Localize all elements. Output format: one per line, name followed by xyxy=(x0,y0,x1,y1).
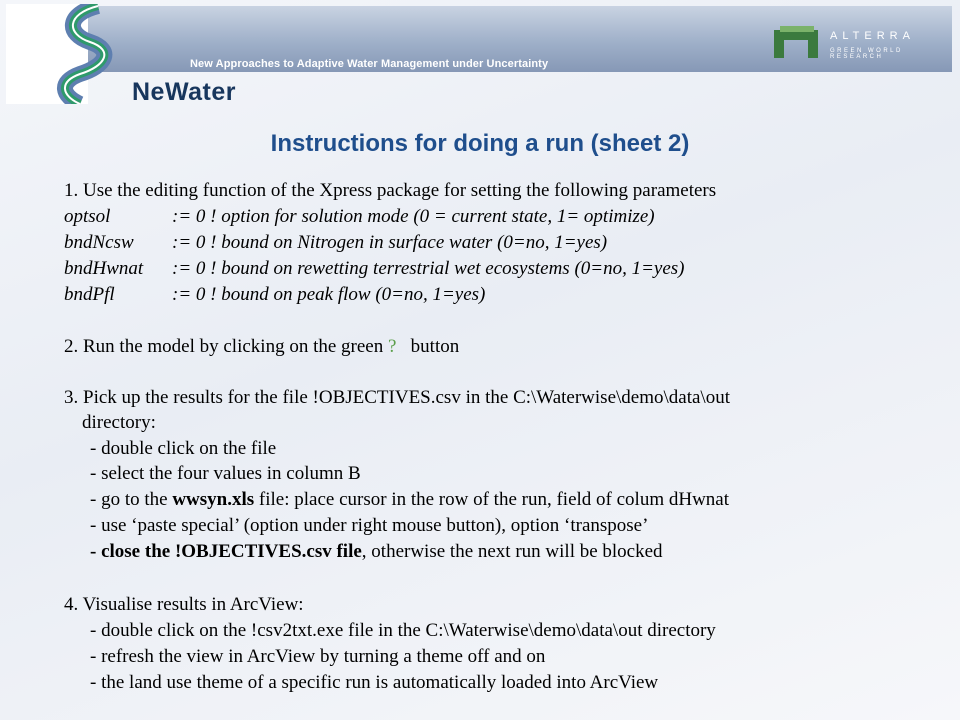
step2-after: button xyxy=(396,336,460,357)
alterra-arch-shape xyxy=(774,30,818,58)
param-name: bndPfl xyxy=(64,284,115,305)
step3-b5-post: , otherwise the next run will be blocked xyxy=(361,541,663,562)
step3-b5-bold: - close the !OBJECTIVES.csv file xyxy=(90,541,362,562)
wordmark-ne: Ne xyxy=(132,78,165,106)
step3-bullet-1: - double click on the file xyxy=(90,438,277,459)
newater-wordmark xyxy=(132,78,236,107)
step4-line1: 4. Visualise results in ArcView: xyxy=(64,594,304,615)
alterra-arch-top xyxy=(780,26,814,32)
param-value: := 0 ! bound on rewetting terrestrial wet ecosystems (0=no, 1=yes) xyxy=(172,258,685,279)
param-value: := 0 ! bound on Nitrogen in surface water (0=no, 1=yes) xyxy=(172,232,608,253)
green-run-symbol: ? xyxy=(387,336,397,357)
step4-bullet-2: - refresh the view in ArcView by turning a theme off and on xyxy=(90,646,546,667)
param-name: optsol xyxy=(64,206,111,227)
alterra-subtitle: GREEN WORLD RESEARCH xyxy=(830,48,903,60)
step3-line1: 3. Pick up the results for the file !OBJECTIVES.csv in the C:\Waterwise\demo\data\out xyxy=(64,387,730,408)
param-value: := 0 ! bound on peak flow (0=no, 1=yes) xyxy=(172,284,486,305)
step1-intro: 1. Use the editing function of the Xpress package for setting the following parameters xyxy=(64,180,717,201)
step4-bullet-1: - double click on the !csv2txt.exe file in the C:\Waterwise\demo\data\out directory xyxy=(90,620,716,641)
alterra-name: ALTERRA xyxy=(830,30,915,42)
header-tagline: New Approaches to Adaptive Water Management under Uncertainty xyxy=(190,58,549,70)
step3-bullet-5 xyxy=(90,541,663,563)
step2-before: 2. Run the model by clicking on the green xyxy=(64,336,388,357)
page-title: Instructions for doing a run (sheet 2) xyxy=(270,130,690,157)
step3-b3-pre: - go to the xyxy=(90,489,173,510)
step3-bullet-4: - use ‘paste special’ (option under right mouse button), option ‘transpose’ xyxy=(90,515,649,536)
wordmark-w: W xyxy=(164,78,189,106)
param-name: bndHwnat xyxy=(64,258,144,279)
param-value: := 0 ! option for solution mode (0 = current state, 1= optimize) xyxy=(172,206,655,227)
step3-line2: directory: xyxy=(82,412,156,433)
step2-line xyxy=(64,336,459,358)
param-name: bndNcsw xyxy=(64,232,134,253)
step4-bullet-3: - the land use theme of a specific run is automatically loaded into ArcView xyxy=(90,672,659,693)
step3-bullet-3 xyxy=(90,489,729,511)
step3-b3-post: file: place cursor in the row of the run, field of colum dHwnat xyxy=(254,489,730,510)
wordmark-ater: ater xyxy=(188,78,237,106)
wwsyn-filename: wwsyn.xls xyxy=(172,489,255,510)
step3-bullet-2: - select the four values in column B xyxy=(90,463,361,484)
